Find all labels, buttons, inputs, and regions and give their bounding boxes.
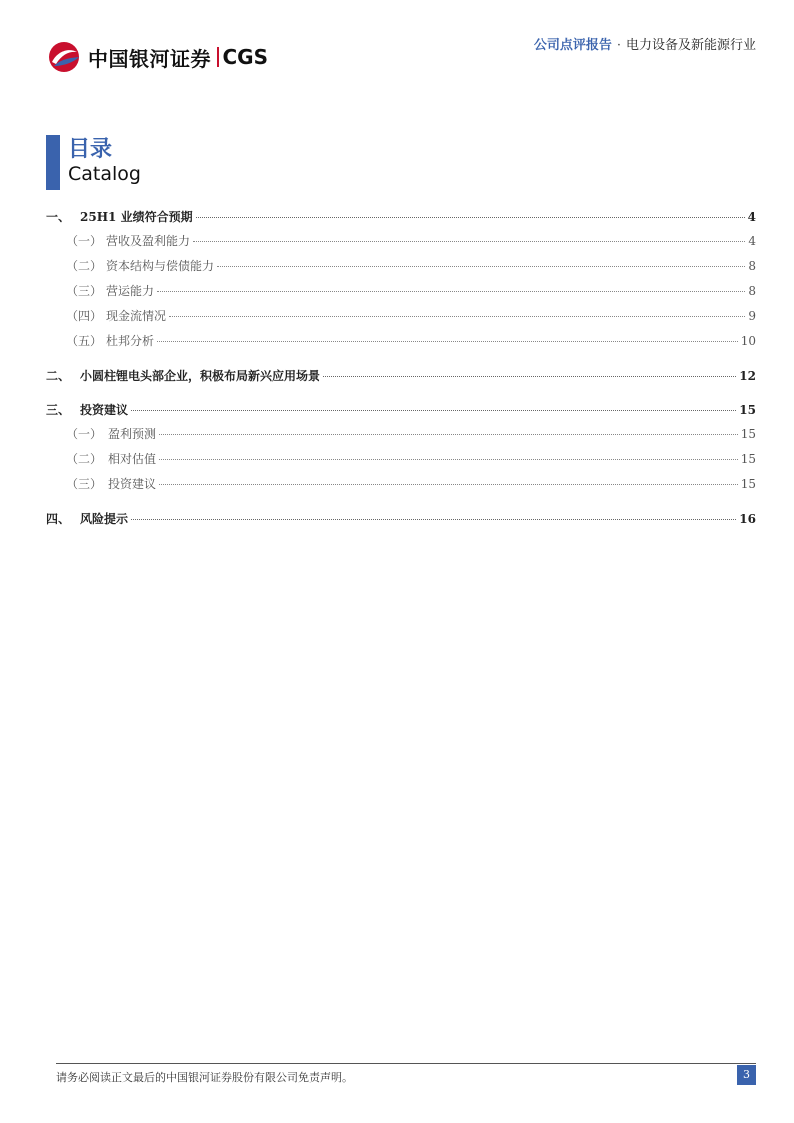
toc-subsection-label: 相对估值 (108, 452, 157, 466)
toc-section-label: 投资建议 (80, 403, 129, 417)
logo-divider (217, 47, 219, 67)
company-logo (46, 40, 268, 74)
toc-page-number: 15 (740, 427, 756, 441)
report-type: 公司点评报告 (533, 38, 612, 53)
toc-subsection-number: （五） (66, 334, 103, 348)
toc-leader-dots (196, 217, 745, 218)
toc-subsection-number: （一） (66, 427, 103, 441)
toc-page-number: 15 (739, 403, 756, 417)
toc-entry-subsection[interactable] (46, 475, 756, 500)
toc-page-number: 4 (747, 210, 756, 224)
toc-entry-section[interactable] (46, 208, 756, 232)
toc-leader-dots (131, 410, 736, 411)
toc-subsection-label: 营收及盈利能力 (106, 234, 191, 248)
toc-leader-dots (131, 519, 736, 520)
toc-page-number: 16 (739, 512, 756, 526)
toc-subsection-label: 营运能力 (106, 284, 155, 298)
toc-page-number: 15 (740, 452, 756, 466)
toc-section-label: 小圆柱锂电头部企业，积极布局新兴应用场景 (80, 369, 321, 383)
header-separator: · (616, 38, 621, 53)
toc-leader-dots (157, 291, 745, 292)
toc-subsection-number: （三） (66, 477, 103, 491)
toc-leader-dots (159, 484, 738, 485)
toc-page-number: 9 (748, 309, 756, 323)
toc-subsection-label: 投资建议 (108, 477, 157, 491)
logo-chinese-text: 中国银河证券 (88, 46, 211, 71)
toc-section-number: 三、 (46, 403, 71, 417)
toc-subsection-label: 杜邦分析 (106, 334, 155, 348)
footer-disclaimer: 请务必阅读正文最后的中国银河证券股份有限公司免责声明。 (56, 1071, 353, 1084)
toc-subsection-label: 盈利预测 (108, 427, 157, 441)
footer-divider (56, 1063, 756, 1064)
table-of-contents (46, 208, 756, 534)
toc-title-english: Catalog (68, 163, 141, 185)
toc-page-number: 8 (748, 259, 756, 273)
toc-leader-dots (323, 376, 736, 377)
toc-page-number: 12 (739, 369, 756, 383)
toc-page-number: 15 (740, 477, 756, 491)
toc-entry-subsection[interactable] (46, 282, 756, 307)
toc-subsection-label: 现金流情况 (106, 309, 167, 323)
toc-leader-dots (157, 341, 738, 342)
toc-entry-section[interactable] (46, 367, 756, 391)
toc-entry-subsection[interactable] (46, 232, 756, 257)
toc-subsection-number: （二） (66, 259, 103, 273)
toc-subsection-number: （四） (66, 309, 103, 323)
footer-page-number: 3 (737, 1065, 756, 1085)
toc-entry-subsection[interactable] (46, 425, 756, 450)
toc-title-chinese: 目录 (68, 137, 113, 162)
toc-section-number: 四、 (46, 512, 71, 526)
toc-entry-section[interactable] (46, 401, 756, 425)
toc-subsection-number: （三） (66, 284, 103, 298)
toc-leader-dots (159, 434, 738, 435)
toc-subsection-number: （二） (66, 452, 103, 466)
toc-entry-subsection[interactable] (46, 450, 756, 475)
toc-section-label: 风险提示 (80, 512, 129, 526)
toc-page-number: 10 (740, 334, 756, 348)
toc-entry-subsection[interactable] (46, 257, 756, 282)
toc-leader-dots (159, 459, 738, 460)
toc-subsection-label: 资本结构与偿债能力 (106, 259, 215, 273)
toc-page-number: 8 (748, 284, 756, 298)
toc-section-number: 一、 (46, 210, 71, 224)
toc-page-number: 4 (748, 234, 756, 248)
page-header (0, 0, 794, 80)
toc-section-label: 25H1 业绩符合预期 (80, 210, 193, 224)
toc-entry-section[interactable] (46, 510, 756, 534)
toc-entry-subsection[interactable] (46, 332, 756, 357)
toc-subsection-number: （一） (66, 234, 103, 248)
toc-leader-dots (217, 266, 745, 267)
report-category (534, 34, 756, 53)
toc-heading-accent-bar (46, 135, 60, 190)
logo-english-text: CGS (222, 45, 268, 69)
report-industry: 电力设备及新能源行业 (625, 38, 756, 53)
toc-leader-dots (193, 241, 745, 242)
cgs-logo-icon (46, 40, 82, 74)
toc-section-number: 二、 (46, 369, 71, 383)
toc-entry-subsection[interactable] (46, 307, 756, 332)
toc-leader-dots (169, 316, 745, 317)
